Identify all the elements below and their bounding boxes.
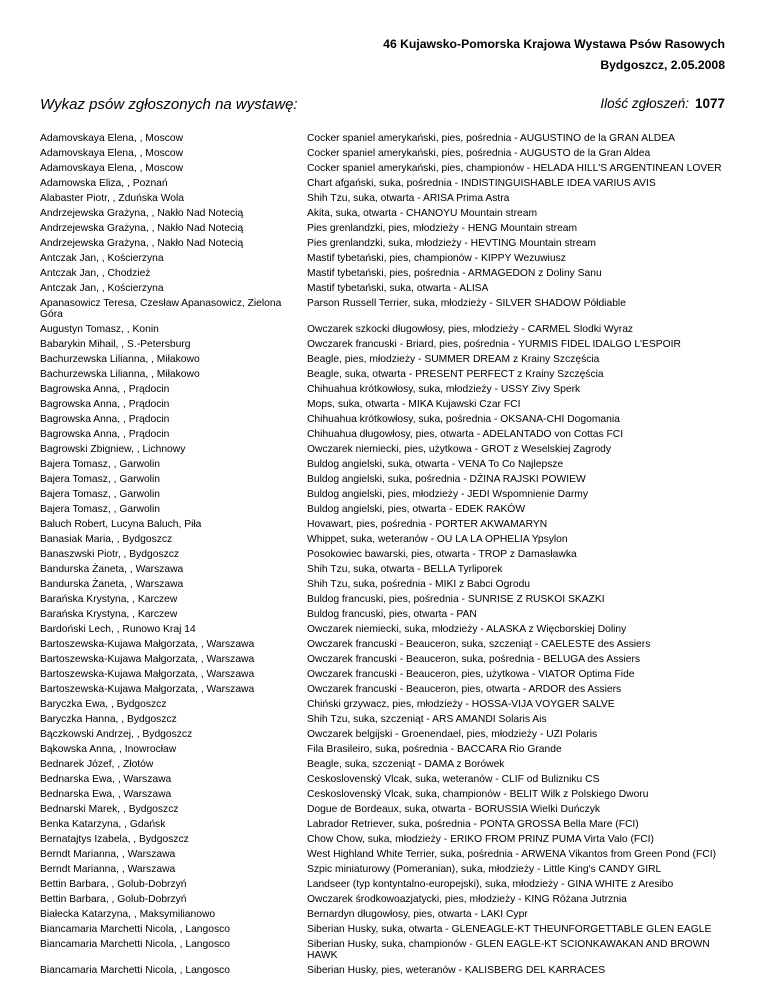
entry-dog: Buldog angielski, suka, pośrednia - DŻINA RAJSKI POWIEW xyxy=(307,474,586,485)
entry-owner: Andrzejewska Grażyna, , Nakło Nad Notecią xyxy=(40,208,244,219)
entry-dog: Chiński grzywacz, pies, młodzieży - HOSSA-VIJA VOYGER SALVE xyxy=(307,699,615,710)
entry-dog: Siberian Husky, suka, otwarta - GLENEAGLE-KT THEUNFORGETTABLE GLEN EAGLE xyxy=(307,924,712,935)
entry-owner: Biancamaria Marchetti Nicola, , Langosco xyxy=(40,939,231,950)
entry-owner: Barańska Krystyna, , Karczew xyxy=(40,609,178,620)
entry-owner: Apanasowicz Teresa, Czesław Apanasowicz, Zielona Góra xyxy=(40,298,282,320)
entry-dog: Siberian Husky, suka, championów - GLEN EAGLE-KT SCIONKAWAKAN AND BROWN HAWK xyxy=(307,939,710,961)
entry-dog: Beagle, suka, szczeniąt - DAMA z Borówek xyxy=(307,759,505,770)
entry-dog: Buldog angielski, suka, otwarta - VENA To Co Najlepsze xyxy=(307,459,564,470)
entry-row xyxy=(0,253,768,268)
entry-owner: Bąkowska Anna, , Inowrocław xyxy=(40,744,177,755)
entry-count xyxy=(600,96,725,111)
entry-dog: Shih Tzu, suka, otwarta - BELLA Tyrliporek xyxy=(307,564,503,575)
entry-dog: Buldog francuski, pies, pośrednia - SUNRISE Z RUSKOI SKAZKI xyxy=(307,594,605,605)
entry-dog: Whippet, suka, weteranów - OU LA LA OPHELIA Ypsylon xyxy=(307,534,568,545)
entry-row xyxy=(0,444,768,459)
entry-owner: Bernatajtys Izabela, , Bydgoszcz xyxy=(40,834,189,845)
entry-dog: Owczarek francuski - Beauceron, suka, pośrednia - BELUGA des Assiers xyxy=(307,654,641,665)
entry-dog: Labrador Retriever, suka, pośrednia - PONTA GROSSA Bella Mare (FCI) xyxy=(307,819,639,830)
entry-owner: Adamovskaya Elena, , Moscow xyxy=(40,133,184,144)
entry-dog: Mops, suka, otwarta - MIKA Kujawski Czar FCI xyxy=(307,399,521,410)
entry-row xyxy=(0,759,768,774)
entry-row xyxy=(0,744,768,759)
entry-dog: Ceskoslovenský Vlcak, suka, championów - BELIT Wilk z Polskiego Dworu xyxy=(307,789,649,800)
entry-owner: Biancamaria Marchetti Nicola, , Langosco xyxy=(40,965,231,976)
entry-dog: Mastif tybetański, pies, championów - KIPPY Wezuwiusz xyxy=(307,253,566,264)
entry-dog: Pies grenlandzki, pies, młodzieży - HENG Mountain stream xyxy=(307,223,578,234)
entry-dog: Mastif tybetański, suka, otwarta - ALISA xyxy=(307,283,489,294)
entry-dog: Cocker spaniel amerykański, pies, championów - HELADA HILL'S ARGENTINEAN LOVER xyxy=(307,163,722,174)
entry-owner: Berndt Marianna, , Warszawa xyxy=(40,849,176,860)
entry-owner: Bednarska Ewa, , Warszawa xyxy=(40,774,172,785)
entry-dog: Owczarek francuski - Beauceron, pies, otwarta - ARDOR des Assiers xyxy=(307,684,622,695)
list-heading: Wykaz psów zgłoszonych na wystawę: xyxy=(40,96,298,113)
entry-owner: Adamovskaya Elena, , Moscow xyxy=(40,163,184,174)
entry-row xyxy=(0,414,768,429)
entry-dog: Szpic miniaturowy (Pomeranian), suka, młodzieży - Little King's CANDY GIRL xyxy=(307,864,662,875)
entry-row xyxy=(0,549,768,564)
entry-owner: Antczak Jan, , Kościerzyna xyxy=(40,283,164,294)
entry-dog: Owczarek środkowoazjatycki, pies, młodzieży - KING Różana Jutrznia xyxy=(307,894,627,905)
entries-list xyxy=(0,133,768,980)
entry-owner: Bednarski Marek, , Bydgoszcz xyxy=(40,804,179,815)
entry-owner: Alabaster Piotr, , Zduńska Wola xyxy=(40,193,185,204)
entry-row xyxy=(0,894,768,909)
entry-owner: Adamovskaya Elena, , Moscow xyxy=(40,148,184,159)
entry-row xyxy=(0,133,768,148)
entry-row xyxy=(0,669,768,684)
show-date-location: Bydgoszcz, 2.05.2008 xyxy=(600,58,725,72)
entry-owner: Bachurzewska Lilianna, , Miłakowo xyxy=(40,354,200,365)
entry-row xyxy=(0,684,768,699)
entry-row xyxy=(0,283,768,298)
entry-row xyxy=(0,939,768,965)
entry-row xyxy=(0,819,768,834)
entry-dog: Chihuahua długowłosy, pies, otwarta - ADELANTADO von Cottas FCI xyxy=(307,429,624,440)
entry-owner: Bajera Tomasz, , Garwolin xyxy=(40,459,160,470)
entry-owner: Antczak Jan, , Chodzież xyxy=(40,268,151,279)
entry-dog: Owczarek szkocki długowłosy, pies, młodzieży - CARMEL Slodki Wyraz xyxy=(307,324,634,335)
entry-row xyxy=(0,864,768,879)
entry-dog: Owczarek francuski - Beauceron, suka, szczeniąt - CAELESTE des Assiers xyxy=(307,639,651,650)
entry-owner: Baluch Robert, Lucyna Baluch, Piła xyxy=(40,519,202,530)
entry-row xyxy=(0,849,768,864)
entry-dog: Owczarek belgijski - Groenendael, pies, młodzieży - UZI Polaris xyxy=(307,729,598,740)
entry-dog: Parson Russell Terrier, suka, młodzieży - SILVER SHADOW Półdiable xyxy=(307,298,626,309)
entry-row xyxy=(0,534,768,549)
entry-dog: Chihuahua krótkowłosy, suka, młodzieży - USSY Zivy Sperk xyxy=(307,384,581,395)
entry-owner: Bednarek Józef, , Złotów xyxy=(40,759,154,770)
entry-owner: Bartoszewska-Kujawa Małgorzata, , Warszawa xyxy=(40,654,255,665)
entry-count-value: 1077 xyxy=(694,96,725,111)
entry-row xyxy=(0,208,768,223)
entry-row xyxy=(0,699,768,714)
entry-owner: Bajera Tomasz, , Garwolin xyxy=(40,504,160,515)
entry-dog: Owczarek francuski - Beauceron, pies, użytkowa - VIATOR Optima Fide xyxy=(307,669,635,680)
entry-row xyxy=(0,624,768,639)
entry-row xyxy=(0,298,768,324)
entry-row xyxy=(0,178,768,193)
entry-dog: Chihuahua krótkowłosy, suka, pośrednia - OKSANA-CHI Dogomania xyxy=(307,414,620,425)
entry-dog: Ceskoslovenský Vlcak, suka, weteranów - CLIF od Bulizniku CS xyxy=(307,774,600,785)
entry-row xyxy=(0,399,768,414)
entry-dog: Fila Brasileiro, suka, pośrednia - BACCARA Rio Grande xyxy=(307,744,562,755)
entry-row xyxy=(0,804,768,819)
entry-dog: Landseer (typ kontyntalno-europejski), suka, młodzieży - GINA WHITE z Aresibo xyxy=(307,879,674,890)
entry-dog: Owczarek niemiecki, pies, użytkowa - GROT z Weselskiej Zagrody xyxy=(307,444,612,455)
entry-row xyxy=(0,504,768,519)
entry-row xyxy=(0,384,768,399)
entry-dog: Siberian Husky, pies, weteranów - KALISBERG DEL KARRACES xyxy=(307,965,606,976)
entry-dog: Owczarek niemiecki, suka, młodzieży - ALASKA z Więcborskiej Doliny xyxy=(307,624,627,635)
entry-row xyxy=(0,729,768,744)
entry-owner: Bandurska Żaneta, , Warszawa xyxy=(40,564,184,575)
entry-dog: Dogue de Bordeaux, suka, otwarta - BORUSSIA Wielki Duńczyk xyxy=(307,804,601,815)
entry-owner: Andrzejewska Grażyna, , Nakło Nad Notecią xyxy=(40,238,244,249)
entry-dog: Shih Tzu, suka, pośrednia - MIKI z Babci Ogrodu xyxy=(307,579,531,590)
entry-dog: Pies grenlandzki, suka, młodzieży - HEVTING Mountain stream xyxy=(307,238,596,249)
entry-owner: Bagrowska Anna, , Prądocin xyxy=(40,399,170,410)
entry-row xyxy=(0,594,768,609)
entry-owner: Bettin Barbara, , Golub-Dobrzyń xyxy=(40,894,187,905)
entry-owner: Bagrowska Anna, , Prądocin xyxy=(40,384,170,395)
entry-owner: Andrzejewska Grażyna, , Nakło Nad Notecią xyxy=(40,223,244,234)
entry-row xyxy=(0,148,768,163)
entry-row xyxy=(0,429,768,444)
entry-dog: West Highland White Terrier, suka, pośrednia - ARWENA Vikantos from Green Pond (FCI) xyxy=(307,849,716,860)
entry-row xyxy=(0,223,768,238)
entry-row xyxy=(0,965,768,980)
entry-owner: Banasiak Maria, , Bydgoszcz xyxy=(40,534,173,545)
entry-owner: Bartoszewska-Kujawa Małgorzata, , Warszawa xyxy=(40,639,255,650)
entry-dog: Cocker spaniel amerykański, pies, pośrednia - AUGUSTO de la Gran Aldea xyxy=(307,148,651,159)
entry-dog: Buldog francuski, pies, otwarta - PAN xyxy=(307,609,477,620)
entry-owner: Bettin Barbara, , Golub-Dobrzyń xyxy=(40,879,187,890)
entry-owner: Bagrowski Zbigniew, , Lichnowy xyxy=(40,444,186,455)
entry-row xyxy=(0,609,768,624)
entry-row xyxy=(0,489,768,504)
entry-row xyxy=(0,369,768,384)
entry-dog: Beagle, pies, młodzieży - SUMMER DREAM z Krainy Szczęścia xyxy=(307,354,600,365)
entry-owner: Augustyn Tomasz, , Konin xyxy=(40,324,159,335)
entry-dog: Bernardyn długowłosy, pies, otwarta - LAKI Cypr xyxy=(307,909,528,920)
entry-owner: Bandurska Żaneta, , Warszawa xyxy=(40,579,184,590)
entry-owner: Bachurzewska Lilianna, , Miłakowo xyxy=(40,369,200,380)
entry-row xyxy=(0,714,768,729)
entry-owner: Adamowska Eliza, , Poznań xyxy=(40,178,168,189)
entry-owner: Barańska Krystyna, , Karczew xyxy=(40,594,178,605)
entry-row xyxy=(0,459,768,474)
entry-row xyxy=(0,339,768,354)
entry-row xyxy=(0,789,768,804)
entry-owner: Banaszwski Piotr, , Bydgoszcz xyxy=(40,549,180,560)
entry-dog: Chow Chow, suka, młodzieży - ERIKO FROM PRINZ PUMA Virta Valo (FCI) xyxy=(307,834,654,845)
entry-row xyxy=(0,474,768,489)
entry-dog: Hovawart, pies, pośrednia - PORTER AKWAMARYN xyxy=(307,519,548,530)
entry-owner: Bączkowski Andrzej, , Bydgoszcz xyxy=(40,729,193,740)
entry-row xyxy=(0,774,768,789)
entry-row xyxy=(0,909,768,924)
entry-row xyxy=(0,924,768,939)
entry-row xyxy=(0,519,768,534)
entry-count-label: Ilość zgłoszeń: xyxy=(600,96,689,111)
entry-row xyxy=(0,564,768,579)
entry-row xyxy=(0,579,768,594)
entry-owner: Białecka Katarzyna, , Maksymilianowo xyxy=(40,909,216,920)
entry-dog: Posokowiec bawarski, pies, otwarta - TROP z Damasławka xyxy=(307,549,577,560)
entry-owner: Berndt Marianna, , Warszawa xyxy=(40,864,176,875)
entry-dog: Akita, suka, otwarta - CHANOYU Mountain stream xyxy=(307,208,538,219)
entry-owner: Bajera Tomasz, , Garwolin xyxy=(40,489,160,500)
entry-owner: Bagrowska Anna, , Prądocin xyxy=(40,429,170,440)
entry-row xyxy=(0,163,768,178)
entry-row xyxy=(0,268,768,283)
entry-owner: Bartoszewska-Kujawa Małgorzata, , Warszawa xyxy=(40,669,255,680)
entry-owner: Bagrowska Anna, , Prądocin xyxy=(40,414,170,425)
entry-row xyxy=(0,354,768,369)
entry-dog: Shih Tzu, suka, otwarta - ARISA Prima Astra xyxy=(307,193,510,204)
entry-row xyxy=(0,238,768,253)
entry-dog: Owczarek francuski - Briard, pies, pośrednia - YURMIS FIDEL IDALGO L'ESPOIR xyxy=(307,339,681,350)
entry-owner: Baryczka Hanna, , Bydgoszcz xyxy=(40,714,177,725)
entry-dog: Buldog angielski, pies, otwarta - EDEK RAKÓW xyxy=(307,504,526,515)
entry-dog: Buldog angielski, pies, młodzieży - JEDI Wspomnienie Darmy xyxy=(307,489,588,500)
entry-row xyxy=(0,834,768,849)
entry-row xyxy=(0,324,768,339)
entry-owner: Baryczka Ewa, , Bydgoszcz xyxy=(40,699,167,710)
entry-dog: Chart afgański, suka, pośrednia - INDISTINGUISHABLE IDEA VARIUS AVIS xyxy=(307,178,656,189)
entry-owner: Bardoński Lech, , Runowo Kraj 14 xyxy=(40,624,196,635)
entry-owner: Bednarska Ewa, , Warszawa xyxy=(40,789,172,800)
entry-owner: Antczak Jan, , Kościerzyna xyxy=(40,253,164,264)
entry-dog: Cocker spaniel amerykański, pies, pośrednia - AUGUSTINO de la GRAN ALDEA xyxy=(307,133,675,144)
entry-owner: Bartoszewska-Kujawa Małgorzata, , Warszawa xyxy=(40,684,255,695)
show-title: 46 Kujawsko-Pomorska Krajowa Wystawa Psów Rasowych xyxy=(383,37,725,51)
entry-owner: Benka Katarzyna, , Gdańsk xyxy=(40,819,166,830)
entry-row xyxy=(0,654,768,669)
entry-dog: Beagle, suka, otwarta - PRESENT PERFECT z Krainy Szczęścia xyxy=(307,369,604,380)
entry-row xyxy=(0,879,768,894)
entry-row xyxy=(0,193,768,208)
entry-dog: Shih Tzu, suka, szczeniąt - ARS AMANDI Solaris Ais xyxy=(307,714,547,725)
entry-owner: Babarykin Mihail, , S.-Petersburg xyxy=(40,339,191,350)
entry-owner: Bajera Tomasz, , Garwolin xyxy=(40,474,160,485)
entry-owner: Biancamaria Marchetti Nicola, , Langosco xyxy=(40,924,231,935)
entry-dog: Mastif tybetański, pies, pośrednia - ARMAGEDON z Doliny Sanu xyxy=(307,268,602,279)
entry-row xyxy=(0,639,768,654)
